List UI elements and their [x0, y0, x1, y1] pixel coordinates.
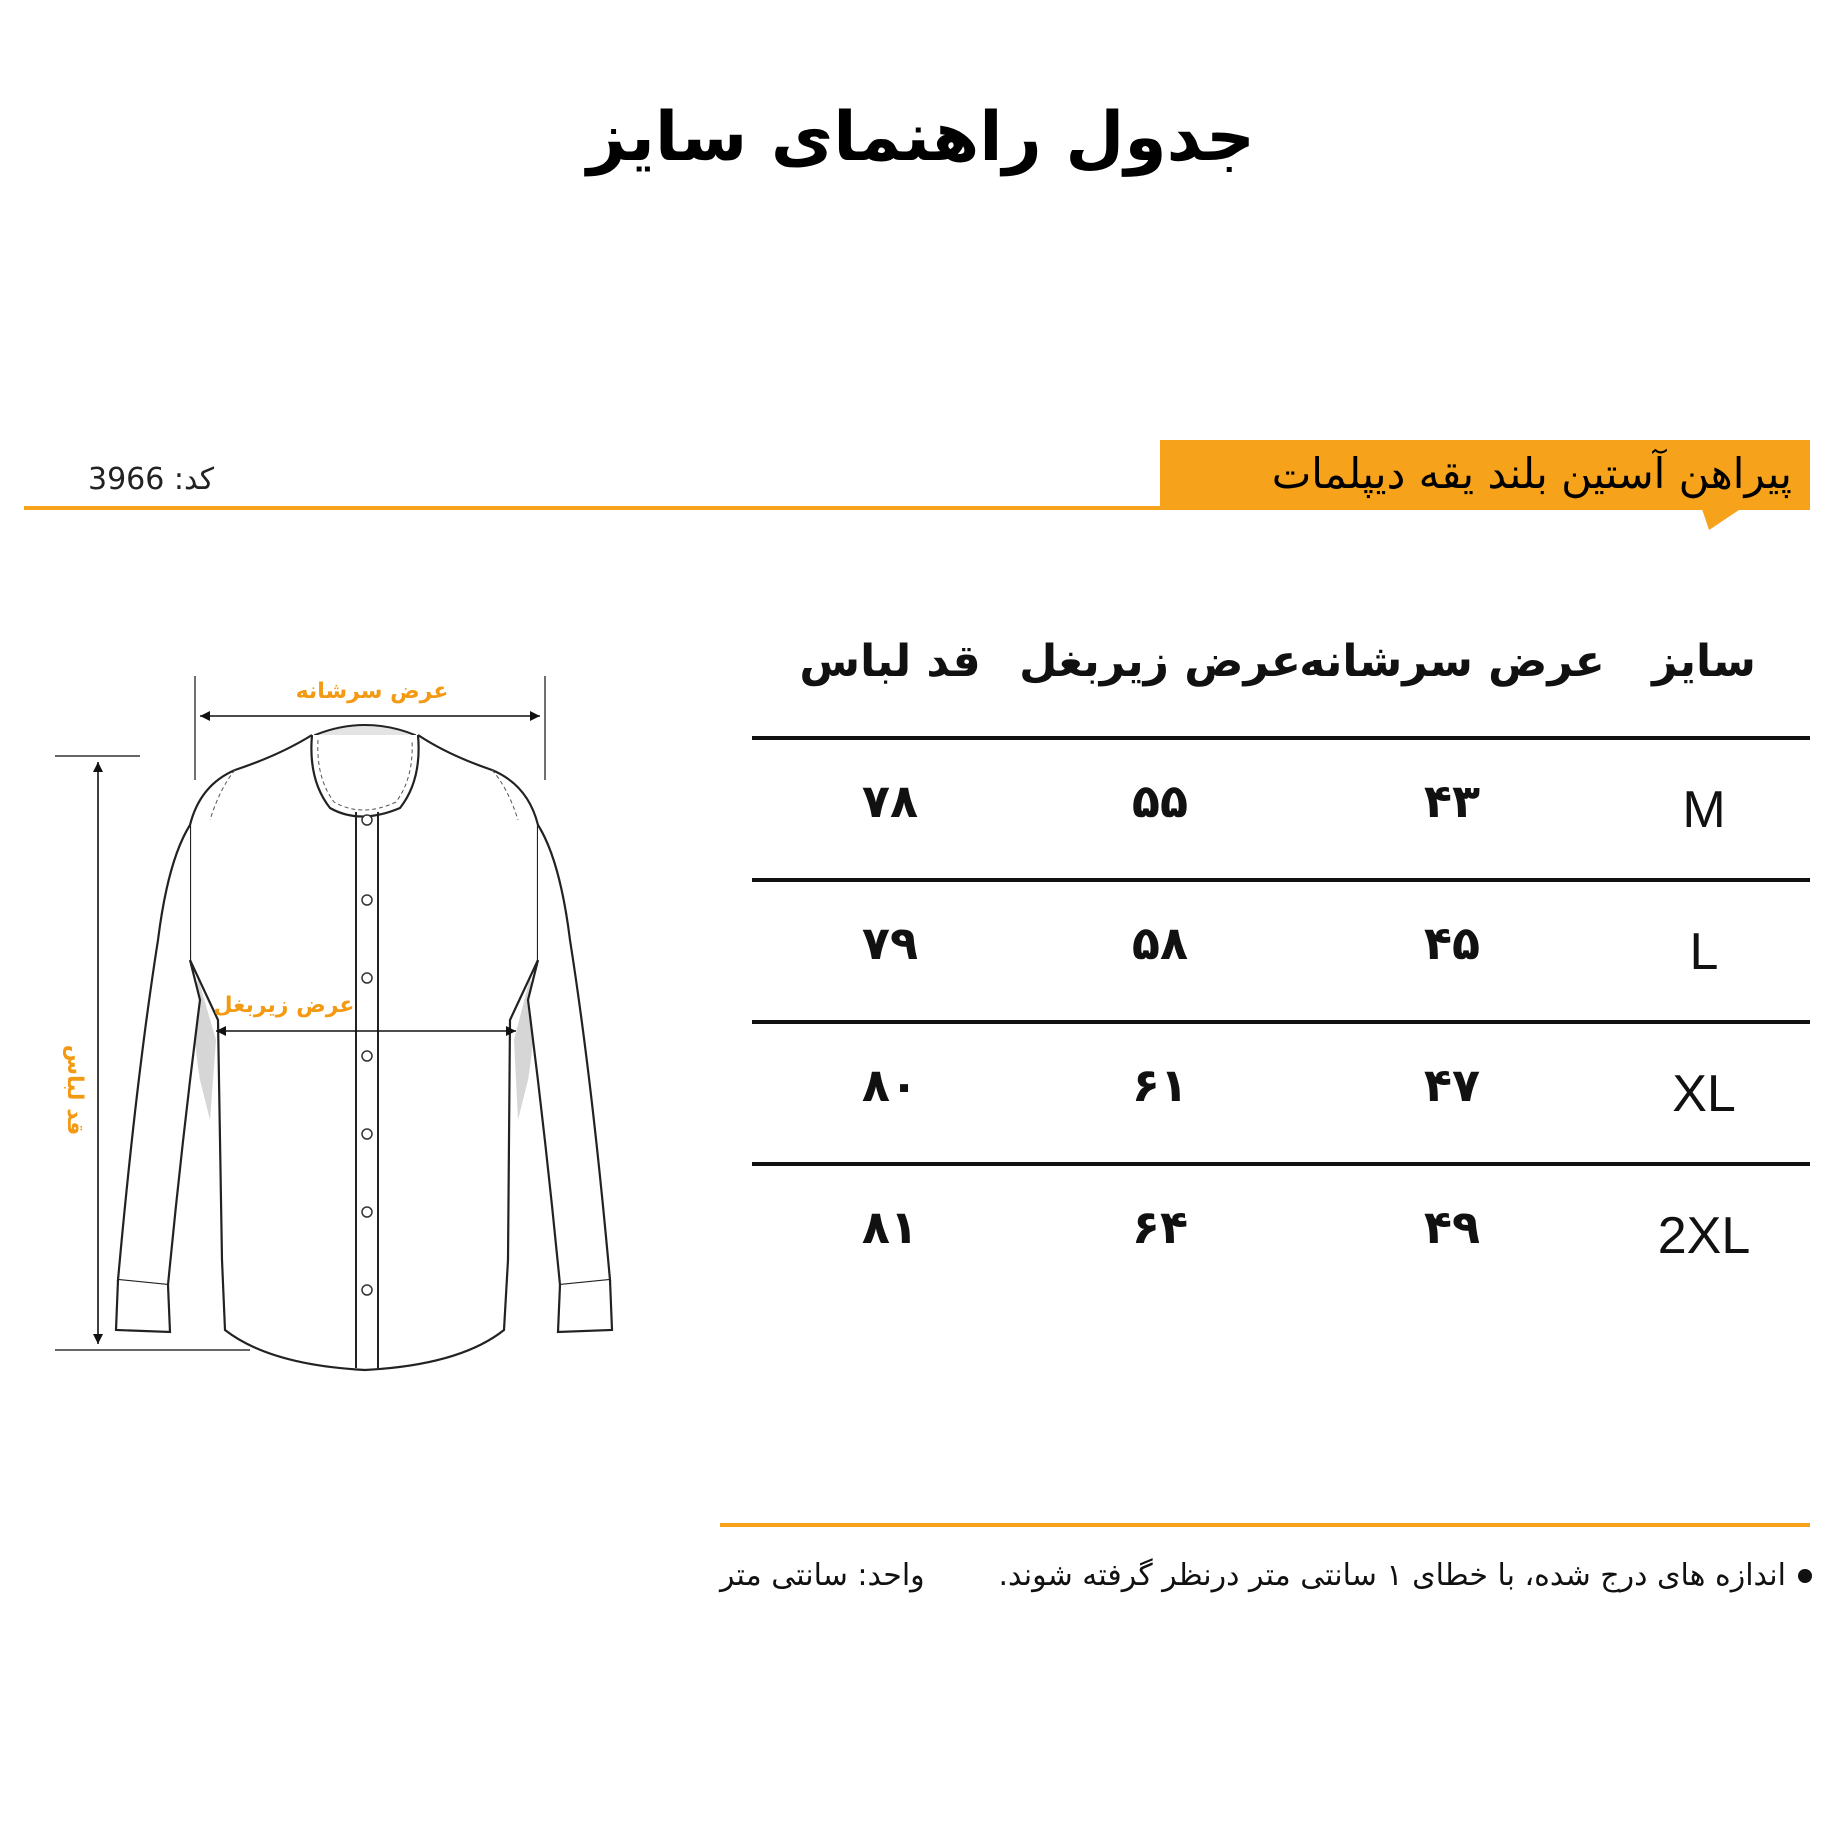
- bullet-icon: [1798, 1569, 1812, 1583]
- cell-chest: ۵۸: [1131, 916, 1189, 970]
- product-name: پیراهن آستین بلند یقه دیپلمات: [1271, 448, 1792, 498]
- header-chest: عرض زیربغل: [1019, 636, 1301, 687]
- cell-shoulder: ۴۹: [1423, 1200, 1481, 1254]
- cell-size: XL: [1672, 1065, 1736, 1123]
- table-row: [752, 882, 1810, 1022]
- note-text: اندازه های درج شده، با خطای ۱ سانتی متر درنظر گرفته شوند.: [998, 1558, 1786, 1593]
- table-row: [752, 1166, 1810, 1306]
- shirt-diagram: [40, 660, 660, 1380]
- header-divider: [24, 506, 1810, 510]
- cell-length: ۷۸: [861, 774, 919, 828]
- header-length: قد لباس: [799, 636, 981, 687]
- chest-label: عرض زیربغل: [213, 993, 355, 1018]
- cell-shoulder: ۴۳: [1423, 774, 1481, 828]
- product-name-banner: [1160, 440, 1810, 506]
- shoulder-label: عرض سرشانه: [295, 679, 449, 704]
- cell-size: L: [1689, 923, 1719, 981]
- cell-size: M: [1682, 781, 1726, 839]
- page-title: جدول راهنمای سایز: [587, 98, 1255, 177]
- table-row: [752, 1024, 1810, 1164]
- product-code: کد: 3966: [88, 462, 215, 497]
- unit-text: واحد: سانتی متر: [720, 1558, 925, 1593]
- cell-size: 2XL: [1657, 1207, 1751, 1265]
- cell-chest: ۶۱: [1131, 1058, 1189, 1112]
- footer-divider: [720, 1523, 1810, 1527]
- header-shoulder: عرض سرشانه: [1299, 636, 1605, 687]
- table-header: [752, 636, 1810, 696]
- cell-chest: ۶۴: [1131, 1200, 1189, 1254]
- cell-length: ۸۱: [861, 1200, 919, 1254]
- length-label: قد لباس: [62, 1044, 87, 1136]
- header-size: سایز: [1652, 636, 1756, 687]
- table-row: [752, 740, 1810, 880]
- cell-length: ۷۹: [861, 916, 919, 970]
- cell-chest: ۵۵: [1131, 774, 1189, 828]
- cell-length: ۸۰: [861, 1058, 919, 1112]
- cell-shoulder: ۴۷: [1423, 1058, 1481, 1112]
- cell-shoulder: ۴۵: [1423, 916, 1481, 970]
- footer-note: [998, 1558, 1812, 1593]
